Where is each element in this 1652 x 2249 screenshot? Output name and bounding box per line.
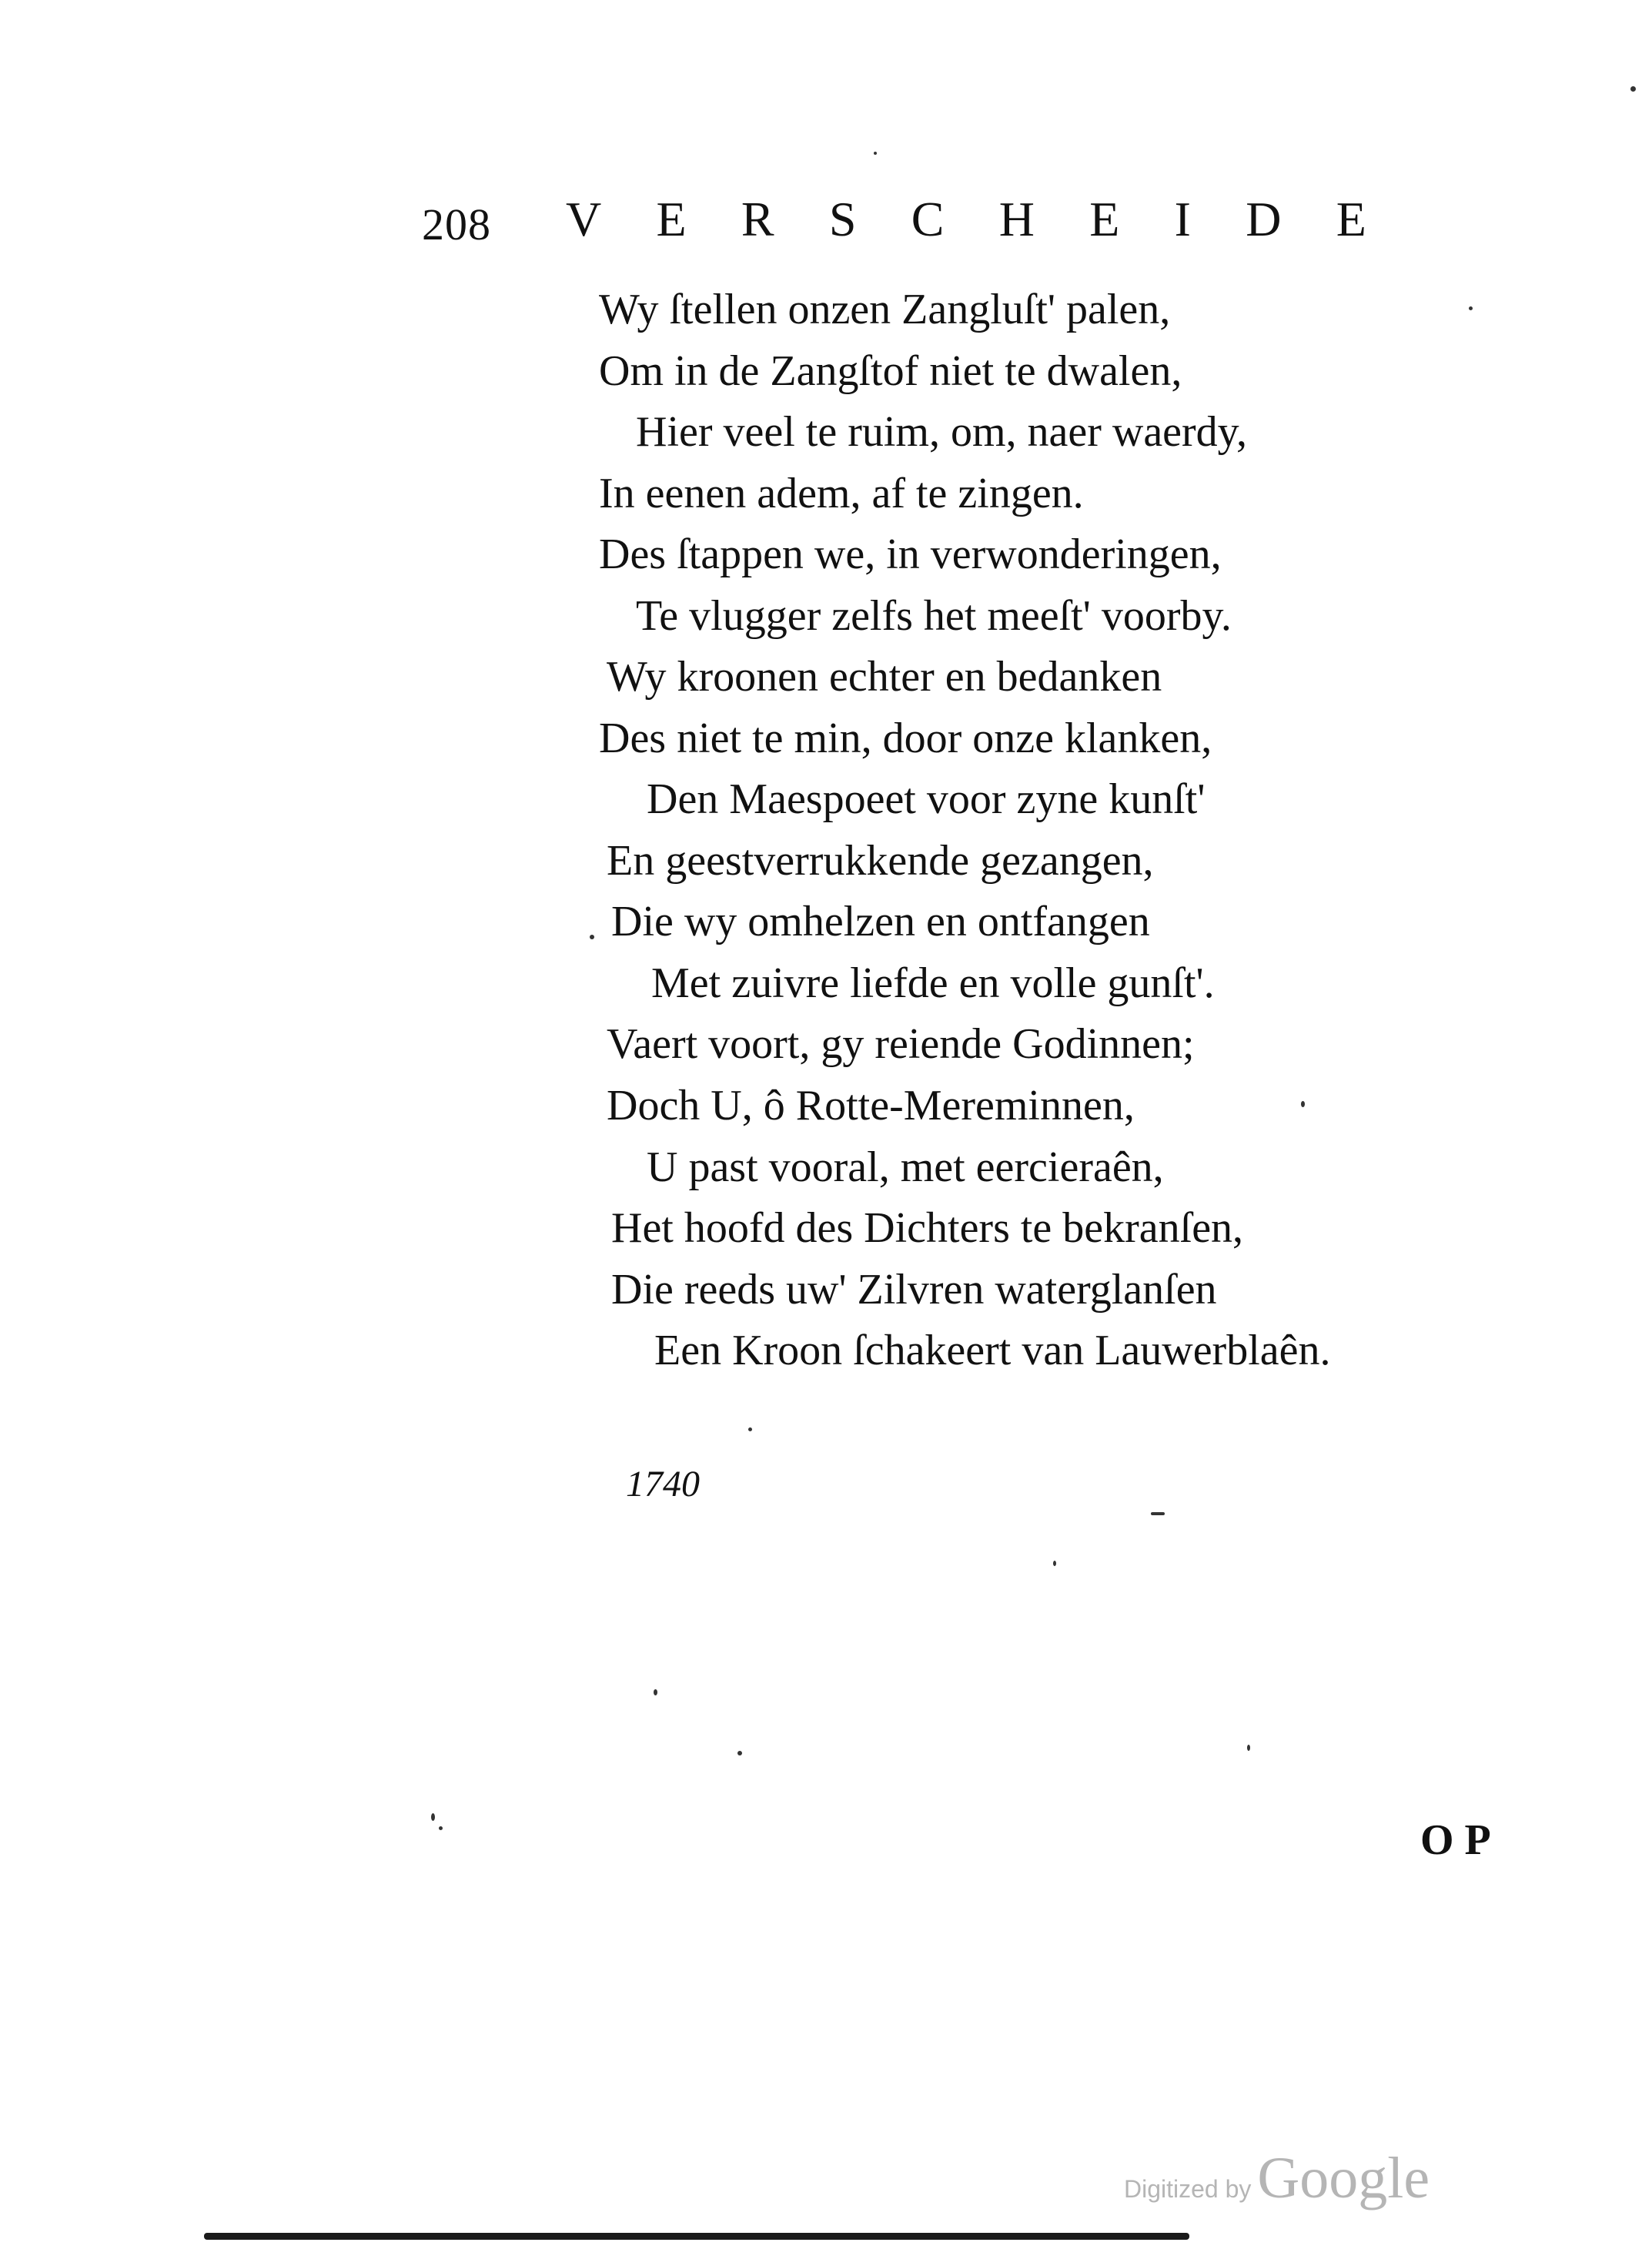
poem-line: Wy ſtellen onzen Zangluſt' palen, — [599, 286, 1171, 333]
poem-line: Wy kroonen echter en bedanken — [607, 653, 1162, 701]
poem-line: Die reeds uw' Zilvren waterglanſen — [611, 1266, 1217, 1314]
running-head-letter: C — [911, 192, 945, 246]
running-head-letter: E — [1089, 192, 1120, 246]
print-speck — [1469, 306, 1473, 310]
poem-line: Vaert voort, gy reiende Godinnen; — [607, 1020, 1195, 1068]
print-speck — [1630, 86, 1636, 92]
print-speck — [439, 1826, 443, 1830]
poem-line: Die wy omhelzen en ontfangen — [611, 898, 1150, 945]
running-head-letter: I — [1174, 192, 1191, 246]
poem-line: Om in de Zangſtof niet te dwalen, — [599, 347, 1182, 395]
page-bottom-edge — [204, 2233, 1189, 2240]
print-speck — [590, 935, 594, 939]
poem-line: Des niet te min, door onze klanken, — [599, 715, 1212, 762]
print-speck — [1301, 1101, 1305, 1107]
poem-line: Hier veel te ruim, om, naer waerdy, — [636, 408, 1248, 456]
poem-line: Te vlugger zelfs het meeſt' voorby. — [636, 592, 1232, 640]
poem-line: Met zuivre liefde en volle gunſt'. — [651, 959, 1215, 1007]
watermark-prefix: Digitized by — [1124, 2175, 1252, 2203]
poem-date: 1740 — [626, 1464, 700, 1504]
running-head-letter: S — [828, 192, 857, 246]
print-speck — [748, 1427, 752, 1431]
running-head-letter: D — [1246, 192, 1282, 246]
print-speck — [1247, 1745, 1250, 1751]
page-number: 208 — [422, 199, 491, 249]
running-head-letter: V — [566, 192, 602, 246]
watermark-brand: Google — [1257, 2146, 1430, 2211]
poem-line: Het hoofd des Dichters te bekranſen, — [611, 1204, 1244, 1252]
poem-line: In eenen adem, af te zingen. — [599, 470, 1084, 517]
poem-line: U past vooral, met eercieraên, — [647, 1143, 1164, 1191]
print-speck — [874, 152, 877, 155]
poem-line: Des ſtappen we, in verwonderingen, — [599, 530, 1222, 578]
print-speck — [1053, 1561, 1056, 1566]
poem-line: Een Kroon ſchakeert van Lauwerblaên. — [654, 1327, 1331, 1374]
print-speck — [1151, 1512, 1165, 1515]
poem-line: Doch U, ô Rotte-Mereminnen, — [607, 1082, 1135, 1130]
print-speck — [737, 1751, 742, 1755]
poem-line: En geestverrukkende gezangen, — [607, 837, 1154, 885]
running-head-letter: E — [656, 192, 687, 246]
running-head-letter: E — [1336, 192, 1366, 246]
running-head-letter: R — [741, 192, 774, 246]
poem-line: Den Maespoeet voor zyne kunſt' — [647, 775, 1206, 823]
digitized-watermark — [1124, 2145, 1430, 2212]
catchword: O P — [1420, 1816, 1491, 1864]
running-head-letter: H — [998, 192, 1035, 246]
print-speck — [431, 1813, 435, 1821]
print-speck — [654, 1689, 657, 1695]
